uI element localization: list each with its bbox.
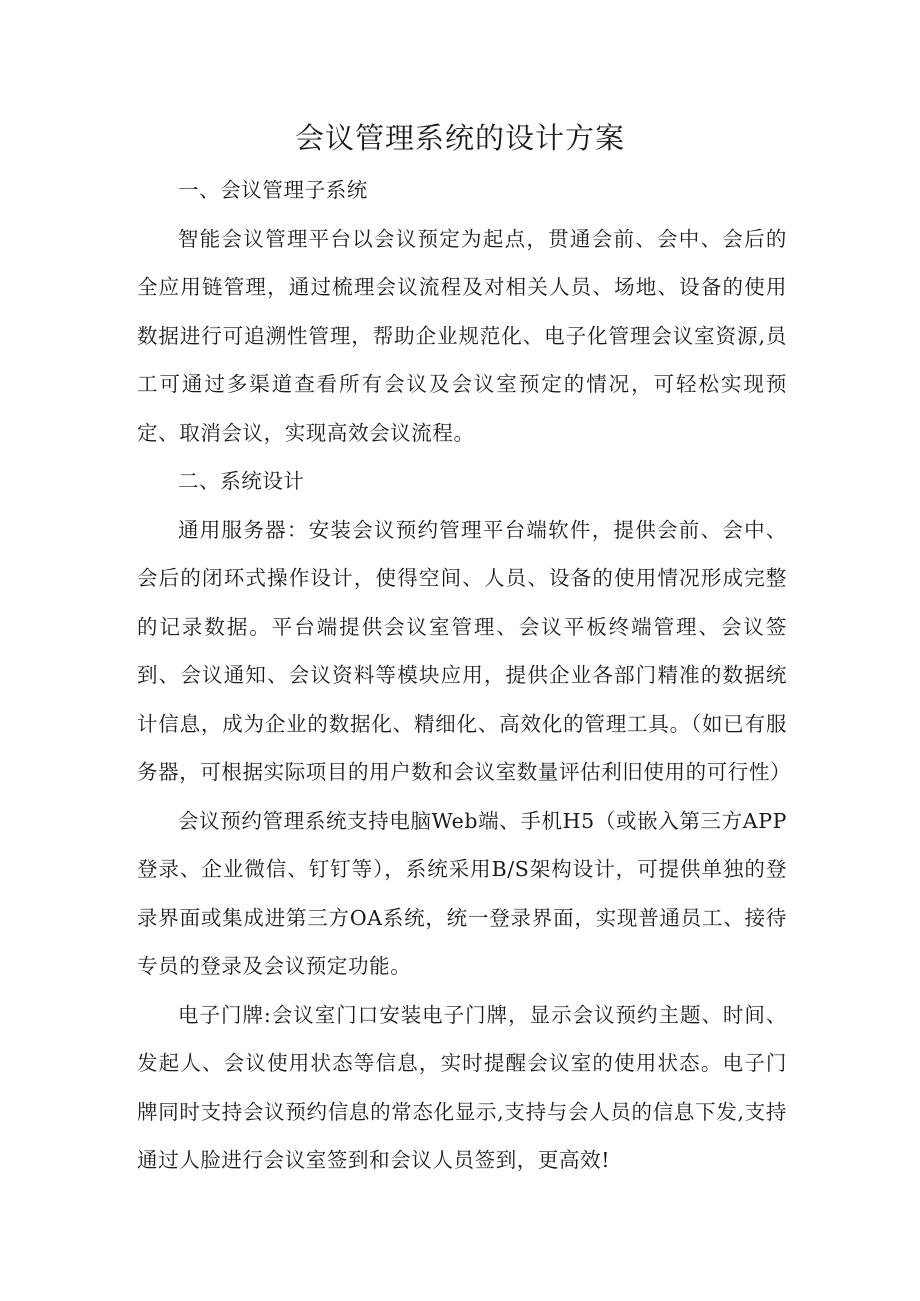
paragraph-overview: 智能会议管理平台以会议预定为起点，贯通会前、会中、会后的全应用链管理，通过梳理会议流程及对相关人员、场地、设备的使用数据进行可追溯性管理，帮助企业规范化、电子化管理会议室资源,员工可通过多渠道查看所有会议及会议室预定的情况，可轻松实现预定、取消会议，实现高效会议流程。 [137, 226, 787, 445]
paragraph-server: 通用服务器：安装会议预约管理平台端软件，提供会前、会中、会后的闭环式操作设计，使得空间、人员、设备的使用情况形成完整的记录数据。平台端提供会议室管理、会议平板终端管理、会议签到、会议通知、会议资料等模块应用，提供企业各部门精准的数据统计信息，成为企业的数据化、精细化、高效化的管理工具。（如已有服务器，可根据实际项目的用户数和会议室数量评估利旧使用的可行性） [137, 517, 792, 784]
paragraph-door-sign: 电子门牌:会议室门口安装电子门牌，显示会议预约主题、时间、发起人、会议使用状态等信息，实时提醒会议室的使用状态。电子门牌同时支持会议预约信息的常态化显示,支持与会人员的信息下发,支持通过人脸进行会议室签到和会议人员签到，更高效! [137, 1002, 787, 1172]
section-heading-1: 一、会议管理子系统 [178, 178, 368, 202]
document-title: 会议管理系统的设计方案 [294, 121, 625, 155]
paragraph-booking-system: 会议预约管理系统支持电脑Web端、手机H5（或嵌入第三方APP登录、企业微信、钉钉等），系统采用B/S架构设计，可提供单独的登录界面或集成进第三方OA系统，统一登录界面，实现普通员工、接待专员的登录及会议预定功能。 [137, 808, 787, 978]
section-heading-2: 二、系统设计 [178, 469, 305, 493]
document-body [137, 166, 792, 1185]
